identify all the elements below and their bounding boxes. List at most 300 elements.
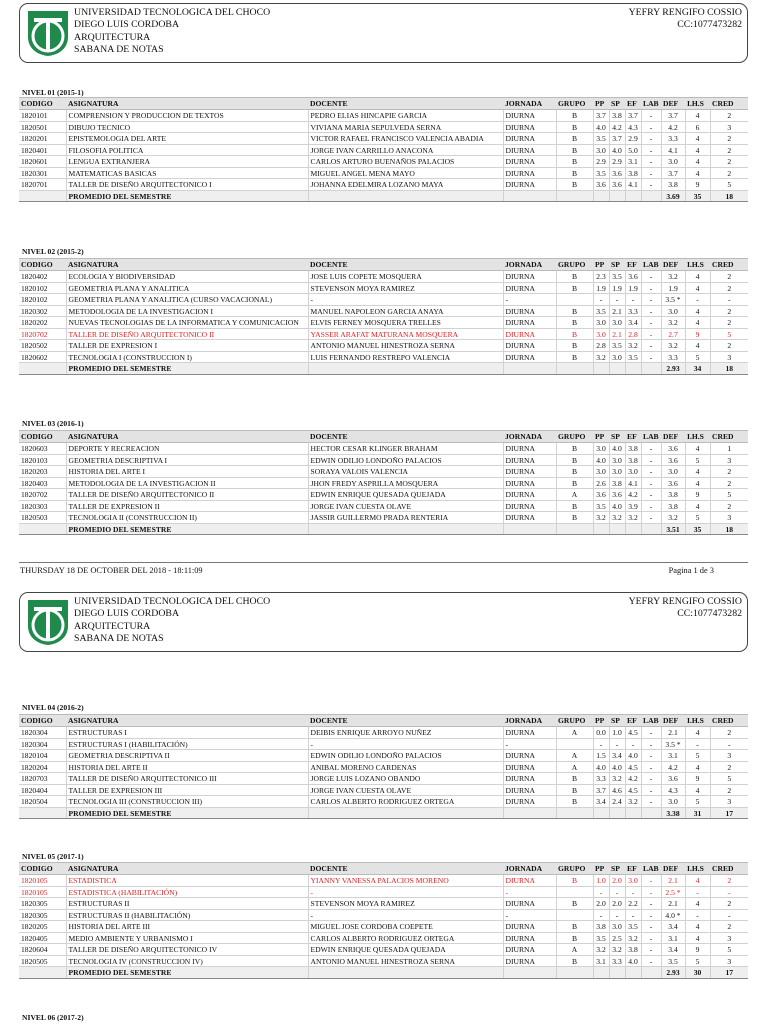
credits-cell: 3 (710, 796, 748, 808)
pp-cell: 3.6 (593, 489, 609, 501)
print-timestamp: THURSDAY 18 DE OCTOBER DEL 2018 - 18:11:09 (20, 566, 203, 575)
teacher-cell: PEDRO ELIAS HINCAPIE GARCIA (308, 110, 503, 122)
subject-cell: TALLER DE DISEÑO ARQUITECTONICO I (66, 179, 308, 191)
ef-cell: 3.2 (625, 512, 641, 524)
credits-cell: 2 (710, 133, 748, 145)
subject-cell: GEOMETRIA DESCRIPTIVA I (66, 454, 308, 466)
university-name: UNIVERSIDAD TECNOLOGICA DEL CHOCO (74, 7, 271, 18)
summary-label: PROMEDIO DEL SEMESTRE (66, 363, 308, 375)
empty-cell (19, 967, 66, 979)
group-cell: B (556, 443, 593, 455)
faculty-name: DIEGO LUIS CORDOBA (74, 19, 180, 31)
def-cell: 3.8 (661, 179, 685, 191)
sp-cell: 3.0 (609, 466, 625, 478)
column-header: EF (625, 431, 641, 443)
table-row (19, 886, 748, 898)
code-cell: 1820401 (19, 144, 66, 156)
code-cell: 1820601 (19, 156, 66, 168)
teacher-cell: JHON FREDY ASPRILLA MOSQUERA (308, 477, 503, 489)
def-cell: 3.6 (661, 443, 685, 455)
sp-cell: 3.2 (609, 944, 625, 956)
sp-cell: 3.8 (609, 110, 625, 122)
code-cell: 1820701 (19, 179, 66, 191)
empty-cell (308, 190, 503, 202)
pp-cell: 1.5 (593, 750, 609, 762)
pp-cell: 1.9 (593, 282, 609, 294)
column-header: EF (625, 98, 641, 110)
column-header: LAB (641, 863, 661, 875)
sp-cell: 4.2 (609, 121, 625, 133)
column-header: GRUPO (556, 431, 593, 443)
code-cell: 1820302 (19, 305, 66, 317)
group-cell: B (556, 784, 593, 796)
group-cell: B (556, 133, 593, 145)
def-cell: 3.3 (661, 351, 685, 363)
group-cell: B (556, 271, 593, 283)
credits-cell: 3 (710, 351, 748, 363)
schedule-cell: DIURNA (503, 179, 556, 191)
empty-cell (641, 363, 661, 375)
column-header: DEF (661, 98, 685, 110)
table-row (19, 955, 748, 967)
sp-cell: 1.0 (609, 727, 625, 739)
credits-cell: 2 (710, 317, 748, 329)
subject-cell: ECOLOGIA Y BIODIVERSIDAD (66, 271, 308, 283)
pp-cell: 3.1 (593, 955, 609, 967)
sp-cell: 3.8 (609, 477, 625, 489)
credits-cell: 2 (710, 784, 748, 796)
teacher-cell: DEIBIS ENRIQUE ARROYO NUÑEZ (308, 727, 503, 739)
empty-cell (503, 190, 556, 202)
def-cell: 2.1 (661, 727, 685, 739)
table-row (19, 909, 748, 921)
ef-cell: 3.5 (625, 921, 641, 933)
credits-cell: 2 (710, 727, 748, 739)
column-header: GRUPO (556, 259, 593, 271)
code-cell: 1820304 (19, 727, 66, 739)
ihs-cell: 4 (685, 167, 710, 179)
def-cell: 3.2 (661, 512, 685, 524)
def-cell: 3.4 (661, 944, 685, 956)
semester-hours: 35 (685, 523, 710, 535)
code-cell: 1820102 (19, 282, 66, 294)
ef-cell: 3.9 (625, 500, 641, 512)
subject-cell: MATEMATICAS BASICAS (66, 167, 308, 179)
code-cell: 1820505 (19, 955, 66, 967)
credits-cell: 2 (710, 875, 748, 887)
empty-cell (593, 807, 609, 819)
def-cell: 2.7 (661, 328, 685, 340)
column-header: DEF (661, 259, 685, 271)
table-row (19, 932, 748, 944)
schedule-cell: DIURNA (503, 156, 556, 168)
empty-cell (609, 807, 625, 819)
sp-cell: 3.2 (609, 773, 625, 785)
schedule-cell: - (503, 909, 556, 921)
teacher-cell: MIGUEL ANGEL MENA MAYO (308, 167, 503, 179)
sp-cell: 3.3 (609, 955, 625, 967)
lab-cell: - (641, 351, 661, 363)
column-header: CODIGO (19, 98, 66, 110)
group-cell: B (556, 466, 593, 478)
group-cell: B (556, 898, 593, 910)
semester-hours: 30 (685, 967, 710, 979)
empty-cell (593, 523, 609, 535)
code-cell: 1820103 (19, 454, 66, 466)
credits-cell: 3 (710, 932, 748, 944)
sp-cell: - (609, 886, 625, 898)
teacher-cell: CARLOS ALBERTO RODRIGUEZ ORTEGA (308, 932, 503, 944)
teacher-cell: CARLOS ALBERTO RODRIGUEZ ORTEGA (308, 796, 503, 808)
table-row (19, 454, 748, 466)
lab-cell: - (641, 886, 661, 898)
semester-credits: 17 (710, 967, 748, 979)
subject-cell: TECNOLOGIA III (CONSTRUCCION III) (66, 796, 308, 808)
lab-cell: - (641, 955, 661, 967)
schedule-cell: DIURNA (503, 773, 556, 785)
lab-cell: - (641, 167, 661, 179)
credits-cell: 5 (710, 328, 748, 340)
pp-cell: - (593, 738, 609, 750)
def-cell: 3.1 (661, 932, 685, 944)
ef-cell: 4.5 (625, 761, 641, 773)
group-cell: A (556, 944, 593, 956)
column-header: LAB (641, 431, 661, 443)
summary-label: PROMEDIO DEL SEMESTRE (66, 523, 308, 535)
def-cell: 1.9 (661, 282, 685, 294)
schedule-cell: DIURNA (503, 944, 556, 956)
ef-cell: 4.1 (625, 477, 641, 489)
semester-average: 3.38 (661, 807, 685, 819)
sp-cell: 2.0 (609, 898, 625, 910)
pp-cell: 3.0 (593, 328, 609, 340)
column-header: GRUPO (556, 98, 593, 110)
level-title: NIVEL 02 (2015-2) (22, 247, 84, 256)
code-cell: 1820403 (19, 477, 66, 489)
pp-cell: 2.8 (593, 340, 609, 352)
subject-cell: MEDIO AMBIENTE Y URBANISMO I (66, 932, 308, 944)
schedule-cell: DIURNA (503, 750, 556, 762)
table-row (19, 875, 748, 887)
semester-summary-row (19, 363, 748, 375)
ihs-cell: - (685, 294, 710, 306)
semester-hours: 31 (685, 807, 710, 819)
lab-cell: - (641, 328, 661, 340)
grades-table (19, 258, 748, 375)
group-cell (556, 738, 593, 750)
institution-block (74, 596, 270, 646)
table-row (19, 750, 748, 762)
credits-cell: 3 (710, 121, 748, 133)
ef-cell: 2.8 (625, 328, 641, 340)
column-header: LAB (641, 715, 661, 727)
credits-cell: 2 (710, 305, 748, 317)
sp-cell: 4.0 (609, 500, 625, 512)
subject-cell: LENGUA EXTRANJERA (66, 156, 308, 168)
pp-cell: 3.0 (593, 466, 609, 478)
ef-cell: 4.5 (625, 784, 641, 796)
code-cell: 1820105 (19, 886, 66, 898)
credits-cell: 2 (710, 898, 748, 910)
group-cell (556, 909, 593, 921)
lab-cell: - (641, 909, 661, 921)
subject-cell: HISTORIA DEL ARTE II (66, 761, 308, 773)
table-row (19, 898, 748, 910)
sp-cell: - (609, 294, 625, 306)
column-header: I.H.S (685, 715, 710, 727)
sp-cell: 3.0 (609, 317, 625, 329)
code-cell: 1820105 (19, 875, 66, 887)
group-cell: B (556, 477, 593, 489)
table-row (19, 466, 748, 478)
column-header: CODIGO (19, 259, 66, 271)
schedule-cell: DIURNA (503, 351, 556, 363)
credits-cell: - (710, 909, 748, 921)
code-cell: 1820502 (19, 340, 66, 352)
subject-cell: HISTORIA DEL ARTE III (66, 921, 308, 933)
summary-label: PROMEDIO DEL SEMESTRE (66, 807, 308, 819)
empty-cell (19, 190, 66, 202)
group-cell: B (556, 121, 593, 133)
teacher-cell: STEVENSON MOYA RAMIREZ (308, 898, 503, 910)
column-header: I.H.S (685, 98, 710, 110)
table-row (19, 921, 748, 933)
program-name: ARQUITECTURA (74, 31, 151, 43)
footer-divider (19, 562, 748, 563)
credits-cell: 3 (710, 454, 748, 466)
credits-cell: 1 (710, 443, 748, 455)
pp-cell: 3.3 (593, 773, 609, 785)
column-header: I.H.S (685, 863, 710, 875)
credits-cell: - (710, 738, 748, 750)
group-cell: B (556, 955, 593, 967)
def-cell: 3.8 (661, 500, 685, 512)
empty-cell (641, 807, 661, 819)
empty-cell (308, 523, 503, 535)
code-cell: 1820305 (19, 898, 66, 910)
group-cell: B (556, 282, 593, 294)
lab-cell: - (641, 271, 661, 283)
column-header: EF (625, 259, 641, 271)
subject-cell: FILOSOFIA POLITICA (66, 144, 308, 156)
subject-cell: METODOLOGIA DE LA INVESTIGACION I (66, 305, 308, 317)
empty-cell (625, 807, 641, 819)
summary-label: PROMEDIO DEL SEMESTRE (66, 967, 308, 979)
schedule-cell: DIURNA (503, 328, 556, 340)
semester-average: 2.93 (661, 363, 685, 375)
lab-cell: - (641, 898, 661, 910)
teacher-cell: EDWIN ODILIO LONDOÑO PALACIOS (308, 750, 503, 762)
column-header: PP (593, 259, 609, 271)
code-cell: 1820404 (19, 784, 66, 796)
table-row (19, 500, 748, 512)
group-cell: B (556, 167, 593, 179)
lab-cell: - (641, 294, 661, 306)
ef-cell: 3.2 (625, 340, 641, 352)
lab-cell: - (641, 179, 661, 191)
code-cell: 1820202 (19, 317, 66, 329)
schedule-cell: DIURNA (503, 784, 556, 796)
credits-cell: 2 (710, 167, 748, 179)
table-header-row (19, 431, 748, 443)
schedule-cell: DIURNA (503, 282, 556, 294)
ef-cell: 4.3 (625, 121, 641, 133)
credits-cell: 2 (710, 144, 748, 156)
ef-cell: - (625, 294, 641, 306)
group-cell: B (556, 932, 593, 944)
schedule-cell: DIURNA (503, 454, 556, 466)
program-name: ARQUITECTURA (74, 620, 151, 632)
ef-cell: 3.8 (625, 167, 641, 179)
group-cell (556, 294, 593, 306)
column-header: DOCENTE (308, 431, 503, 443)
semester-hours: 35 (685, 190, 710, 202)
column-header: ASIGNATURA (66, 863, 308, 875)
column-header: SP (609, 259, 625, 271)
pp-cell: 4.0 (593, 121, 609, 133)
ef-cell: 3.0 (625, 466, 641, 478)
group-cell: B (556, 317, 593, 329)
table-row (19, 489, 748, 501)
sp-cell: 3.5 (609, 271, 625, 283)
ihs-cell: 4 (685, 156, 710, 168)
subject-cell: TECNOLOGIA I (CONSTRUCCION I) (66, 351, 308, 363)
subject-cell: TALLER DE DISEÑO ARQUITECTONICO II (66, 328, 308, 340)
lab-cell: - (641, 317, 661, 329)
pp-cell: 3.2 (593, 944, 609, 956)
group-cell (556, 886, 593, 898)
group-cell: B (556, 110, 593, 122)
sp-cell: 3.6 (609, 167, 625, 179)
column-header: DEF (661, 715, 685, 727)
lab-cell: - (641, 500, 661, 512)
semester-summary-row (19, 967, 748, 979)
column-header: JORNADA (503, 863, 556, 875)
code-cell: 1820702 (19, 328, 66, 340)
ef-cell: 4.2 (625, 489, 641, 501)
grades-table (19, 862, 748, 979)
column-header: ASIGNATURA (66, 715, 308, 727)
semester-credits: 18 (710, 363, 748, 375)
table-row (19, 796, 748, 808)
sp-cell: 4.0 (609, 443, 625, 455)
empty-cell (308, 363, 503, 375)
table-row (19, 179, 748, 191)
table-row (19, 761, 748, 773)
lab-cell: - (641, 144, 661, 156)
semester-average: 3.69 (661, 190, 685, 202)
lab-cell: - (641, 110, 661, 122)
ihs-cell: 6 (685, 121, 710, 133)
subject-cell: ESTRUCTURAS II (HABILITACIÓN) (66, 909, 308, 921)
ef-cell: - (625, 738, 641, 750)
group-cell: B (556, 875, 593, 887)
institution-block (74, 7, 270, 57)
table-row (19, 156, 748, 168)
pp-cell: - (593, 909, 609, 921)
table-row (19, 271, 748, 283)
column-header: I.H.S (685, 431, 710, 443)
column-header: EF (625, 715, 641, 727)
ef-cell: 3.2 (625, 932, 641, 944)
subject-cell: ESTRUCTURAS II (66, 898, 308, 910)
ihs-cell: 4 (685, 305, 710, 317)
teacher-cell: VICTOR RAFAEL FRANCISCO VALENCIA ABADIA (308, 133, 503, 145)
ihs-cell: 5 (685, 955, 710, 967)
subject-cell: TALLER DE EXPRESION III (66, 784, 308, 796)
table-row (19, 317, 748, 329)
schedule-cell: DIURNA (503, 500, 556, 512)
column-header: SP (609, 715, 625, 727)
pp-cell: 3.7 (593, 784, 609, 796)
university-logo-icon (25, 9, 71, 57)
def-cell: 3.7 (661, 110, 685, 122)
column-header: DOCENTE (308, 98, 503, 110)
pp-cell: 3.0 (593, 317, 609, 329)
schedule-cell: DIURNA (503, 898, 556, 910)
empty-cell (625, 190, 641, 202)
empty-cell (593, 363, 609, 375)
def-cell: 2.1 (661, 898, 685, 910)
def-cell: 3.0 (661, 156, 685, 168)
column-header: ASIGNATURA (66, 98, 308, 110)
teacher-cell: STEVENSON MOYA RAMIREZ (308, 282, 503, 294)
student-id: CC:1077473282 (677, 19, 742, 31)
sp-cell: 3.4 (609, 750, 625, 762)
table-row (19, 328, 748, 340)
def-cell: 3.0 (661, 466, 685, 478)
schedule-cell: - (503, 294, 556, 306)
sp-cell: 3.2 (609, 512, 625, 524)
table-row (19, 773, 748, 785)
code-cell: 1820204 (19, 761, 66, 773)
column-header: PP (593, 98, 609, 110)
credits-cell: 2 (710, 110, 748, 122)
credits-cell: 5 (710, 179, 748, 191)
sp-cell: 3.0 (609, 351, 625, 363)
pp-cell: 0.0 (593, 727, 609, 739)
column-header: LAB (641, 259, 661, 271)
group-cell: A (556, 489, 593, 501)
code-cell: 1820405 (19, 932, 66, 944)
teacher-cell: ANTONIO MANUEL HINESTROZA SERNA (308, 340, 503, 352)
table-row (19, 133, 748, 145)
university-name: UNIVERSIDAD TECNOLOGICA DEL CHOCO (74, 596, 271, 607)
def-cell: 3.4 (661, 921, 685, 933)
def-cell: 3.8 (661, 489, 685, 501)
ihs-cell: 4 (685, 921, 710, 933)
ihs-cell: 5 (685, 351, 710, 363)
ihs-cell: 5 (685, 454, 710, 466)
ihs-cell: - (685, 886, 710, 898)
teacher-cell: CARLOS ARTURO BUENAÑOS PALACIOS (308, 156, 503, 168)
column-header: CODIGO (19, 863, 66, 875)
semester-summary-row (19, 190, 748, 202)
pp-cell: 3.8 (593, 921, 609, 933)
sp-cell: 1.9 (609, 282, 625, 294)
schedule-cell: DIURNA (503, 167, 556, 179)
group-cell: B (556, 921, 593, 933)
ef-cell: 4.2 (625, 773, 641, 785)
def-cell: 3.5 (661, 955, 685, 967)
schedule-cell: DIURNA (503, 144, 556, 156)
level-title: NIVEL 01 (2015-1) (22, 88, 84, 97)
credits-cell: - (710, 294, 748, 306)
semester-credits: 18 (710, 523, 748, 535)
lab-cell: - (641, 466, 661, 478)
ihs-cell: 4 (685, 110, 710, 122)
schedule-cell: DIURNA (503, 466, 556, 478)
